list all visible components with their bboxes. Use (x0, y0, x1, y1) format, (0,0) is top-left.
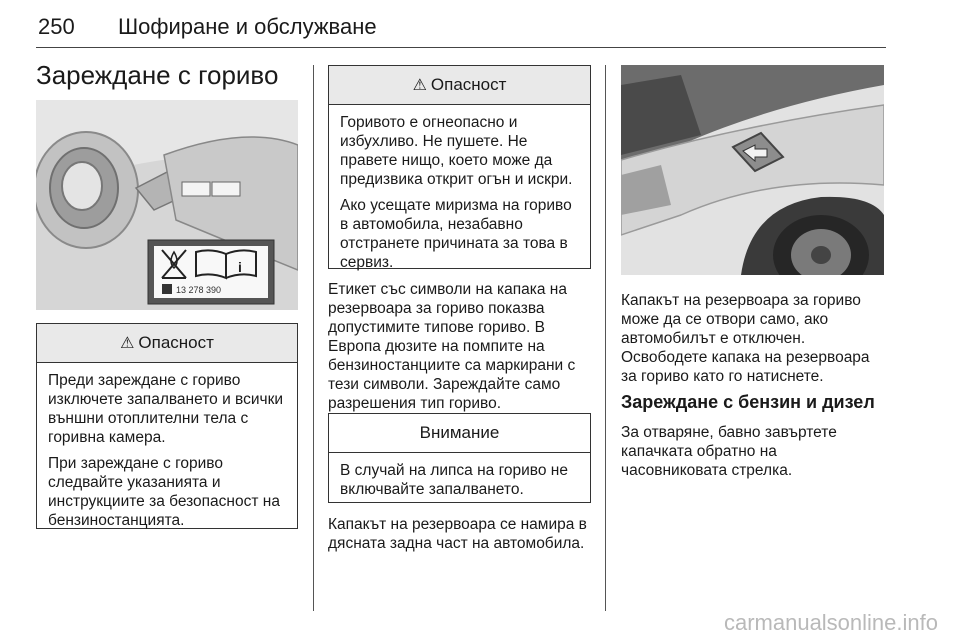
danger-box (36, 323, 298, 529)
danger-paragraph: Горивото е огнеопасно и избухливо. Не пушете. Не правете нищо, което може да предизвика открит огън и искри. (340, 114, 573, 188)
car-fuel-flap-figure (621, 65, 884, 275)
warning-triangle-icon: ⚠ (120, 335, 135, 352)
page-number: 250 (38, 14, 75, 39)
body-text (328, 280, 590, 413)
danger-paragraph: Ако усещате миризма на гориво в автомобила, незабавно отстранете причината за това в сервиз. (340, 197, 572, 271)
header-divider (36, 47, 886, 48)
chapter-title: Шофиране и обслужване (118, 14, 377, 39)
figure-code-label: 13 278 390 (176, 285, 222, 295)
danger-box-header (37, 324, 297, 363)
watermark: carmanualsonline.info (723, 610, 938, 635)
notice-text: В случай на липса на гориво не включвайте запалването. (340, 462, 568, 498)
body-text (621, 423, 886, 480)
body-paragraph: Етикет със символи на капака на резервоара за гориво показва допустимите типове гориво. В Европа дюзите на помпите на бензиностанциите са маркирани с тези символи. Зареждайте само разрешения тип гориво. (328, 281, 576, 412)
body-paragraph: За отваряне, бавно завъртете капачката обратно на часовниковата стрелка. (621, 424, 837, 479)
fuel-flap-label-figure (36, 100, 298, 310)
body-text (328, 515, 592, 553)
body-paragraph: Капакът на резервоара се намира в дясната задна част на автомобила. (328, 516, 587, 552)
notice-box-heading: Внимание (419, 423, 500, 442)
section-title: Зареждане с гориво (36, 60, 279, 90)
body-text (621, 291, 886, 386)
danger-paragraph: Преди зареждане с гориво изключете запалването и всички външни отоплителни тела с горивна камера. (48, 372, 284, 446)
warning-triangle-icon: ⚠ (412, 77, 427, 94)
danger-box-heading: Опасност (430, 75, 507, 94)
column-divider (313, 65, 314, 611)
notice-box-header (329, 414, 590, 453)
notice-box (328, 413, 591, 503)
subheading: Зареждане с бензин и дизел (621, 392, 875, 412)
svg-text:i: i (238, 259, 242, 275)
danger-box-header (329, 66, 590, 105)
danger-box (328, 65, 591, 269)
column-divider (605, 65, 606, 611)
danger-box-heading: Опасност (138, 333, 214, 352)
danger-paragraph: При зареждане с гориво следвайте указанията и инструкциите за безопасност на бензиностанцията. (48, 455, 280, 529)
body-paragraph: Капакът на резервоара за гориво може да се отвори само, ако автомобилът е отключен. Освободете капака на резервоара за гориво като го натиснете. (621, 292, 870, 385)
